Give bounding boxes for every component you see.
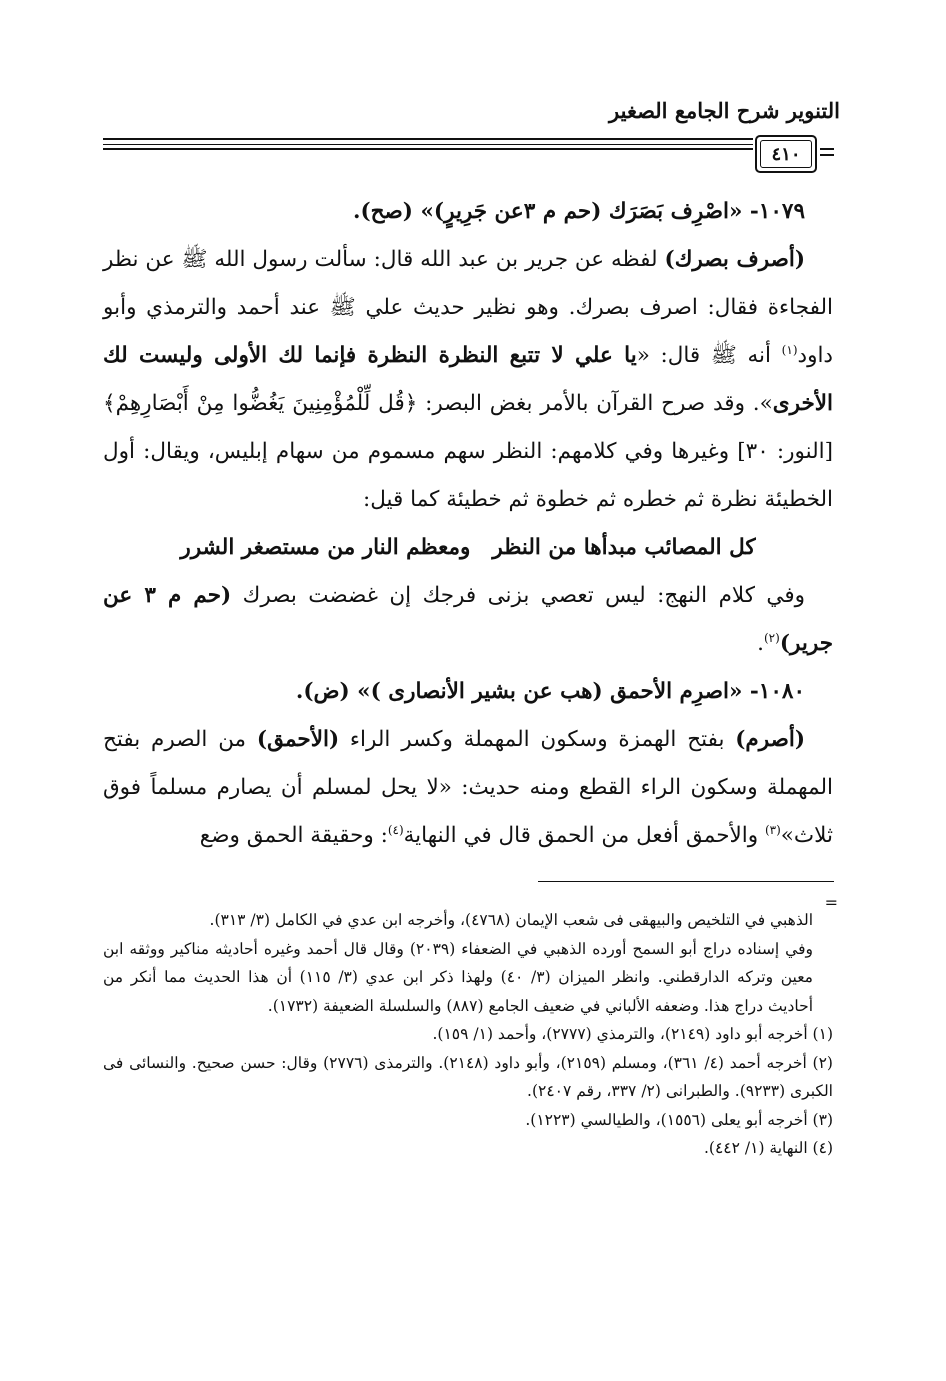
footnotes (103, 906, 833, 1163)
commentary-lemma: (أصرف بصرك) (664, 247, 806, 272)
header-rule-middle (103, 144, 753, 145)
footnote-1: (١) أخرجه أبو داود (٢١٤٩)، والترمذي (٢٧٧٧)، وأحمد (١/ ١٥٩). (432, 1025, 833, 1043)
quoted-hadith: يا علي لا تتبع النظرة النظرة فإنما لك الأولى وليست لك الأخرى (103, 343, 833, 416)
hadith-1080: ١٠٨٠- «اصرِم الأحمق (هب عن بشير الأنصارى )» (ض). (295, 679, 805, 704)
footnote-3: (٣) أخرجه أبو يعلى (١٥٥٦)، والطيالسي (١٢٢٣). (525, 1110, 833, 1129)
nahj-source: (حم م ٣ عن جرير) (103, 583, 833, 656)
hadith-1079: ١٠٧٩- «اصْرِف بَصَرَك (حم م ٣عن جَرِيرٍ)» (صح). (353, 199, 805, 224)
commentary-text-cont: أنه ﷺ قال: « (636, 343, 782, 368)
commentary-1080-a: بفتح الهمزة وسكون المهملة وكسر الراء (339, 727, 736, 752)
commentary-1080-d: : وحقيقة الحمق وضع (199, 823, 388, 848)
nahj-end: . (757, 631, 764, 656)
page-number: ٤١٠ (760, 140, 812, 168)
page-number-bar-bottom (820, 154, 834, 156)
header-rule-top (103, 138, 753, 140)
verse-hemistich-2: ومعظم النار من مستصغر الشرر (180, 535, 471, 560)
main-text (103, 188, 833, 860)
commentary-1080 (103, 716, 833, 860)
footnote-ref-1[interactable]: (١) (781, 342, 798, 357)
footnote-continued-2: وفي إسناده دراج أبو السمح أورده الذهبي في الضعفاء (٢٠٣٩) وقال قال أحمد وغيره أحاديثه مناكير ووثقه ابن معين وتركه الدارقطني. وانظر الميزان (٣/ ٤٠) ولهذا ذكر ابن عدي (٣/ ١١٥) أن هذا الحديث مما أنكر من أحاديث دراج هذا. وضعفه الألباني في ضعيف الجامع (٨٨٧) والسلسلة الضعيفة (١٧٣٢). (103, 939, 813, 1015)
running-title: التنوير شرح الجامع الصغير (609, 98, 840, 123)
lemma-asrim: (أصرم) (735, 727, 805, 752)
page-number-bar-top (820, 148, 834, 150)
footnote-4: (٤) النهاية (١/ ٤٤٢). (704, 1139, 833, 1157)
commentary-1080-b: من الصرم بفتح المهملة وسكون الراء القطع ومنه حديث: «لا يحل لمسلم أن يصارم مسلماً فوق ثلاث» (103, 727, 833, 848)
lemma-ahmaq: (الأحمق) (256, 727, 340, 752)
nahj-text: وفي كلام النهج: ليس تعصي بزنى فرجك إن غضضت بصرك (231, 583, 805, 608)
commentary-text-after: ». وقد صرح القرآن بالأمر بغض البصر: ﴿قُل لِّلْمُؤْمِنِينَ يَغُضُّوا مِنْ أَبْصَارِهِمْ﴾ [النور: ٣٠] وغيرها وفي كلامهم: النظر سهم مسموم من سهام إبليس، ويقال: أول الخطيئة نظرة ثم خطره ثم خطوة ثم خطيئة كما قيل: (103, 391, 833, 512)
page-number-frame (755, 135, 817, 173)
poetry-verse (103, 524, 833, 572)
nahj-quote (103, 572, 833, 668)
footnote-separator (538, 881, 834, 882)
footnote-ref-4[interactable]: (٤) (387, 822, 404, 837)
verse-hemistich-1: كل المصائب مبدأها من النظر (492, 535, 756, 560)
footnote-ref-3[interactable]: (٣) (764, 822, 781, 837)
footnote-ref-2[interactable]: (٢) (763, 630, 780, 645)
footnote-2: (٢) أخرجه أحمد (٤/ ٣٦١)، ومسلم (٢١٥٩)، وأبو داود (٢١٤٨). والترمذى (٢٧٧٦) وقال: حسن صحيح. والنسائى فى الكبرى (٩٢٣٣). والطبرانى (٢/ ٣٣٧، رقم ٢٤٠٧). (103, 1053, 833, 1100)
header-rule-bottom (103, 148, 753, 150)
footnote-continued-1: الذهبي في التلخيص والبيهقى فى شعب الإيمان (٤٧٦٨)، وأخرجه ابن عدي في الكامل (٣/ ٣١٣). (209, 911, 813, 929)
commentary-1079 (103, 236, 833, 524)
footnote-continuation-mark: = (824, 893, 838, 912)
commentary-1080-c: والأحمق أفعل من الحمق قال في النهاية (403, 823, 765, 848)
commentary-text: لفظه عن جرير بن عبد الله قال: سألت رسول الله ﷺ عن نظر الفجاءة فقال: اصرف بصرك. وهو نظير حديث علي ﷺ عند أحمد والترمذي وأبو داود (103, 247, 834, 368)
